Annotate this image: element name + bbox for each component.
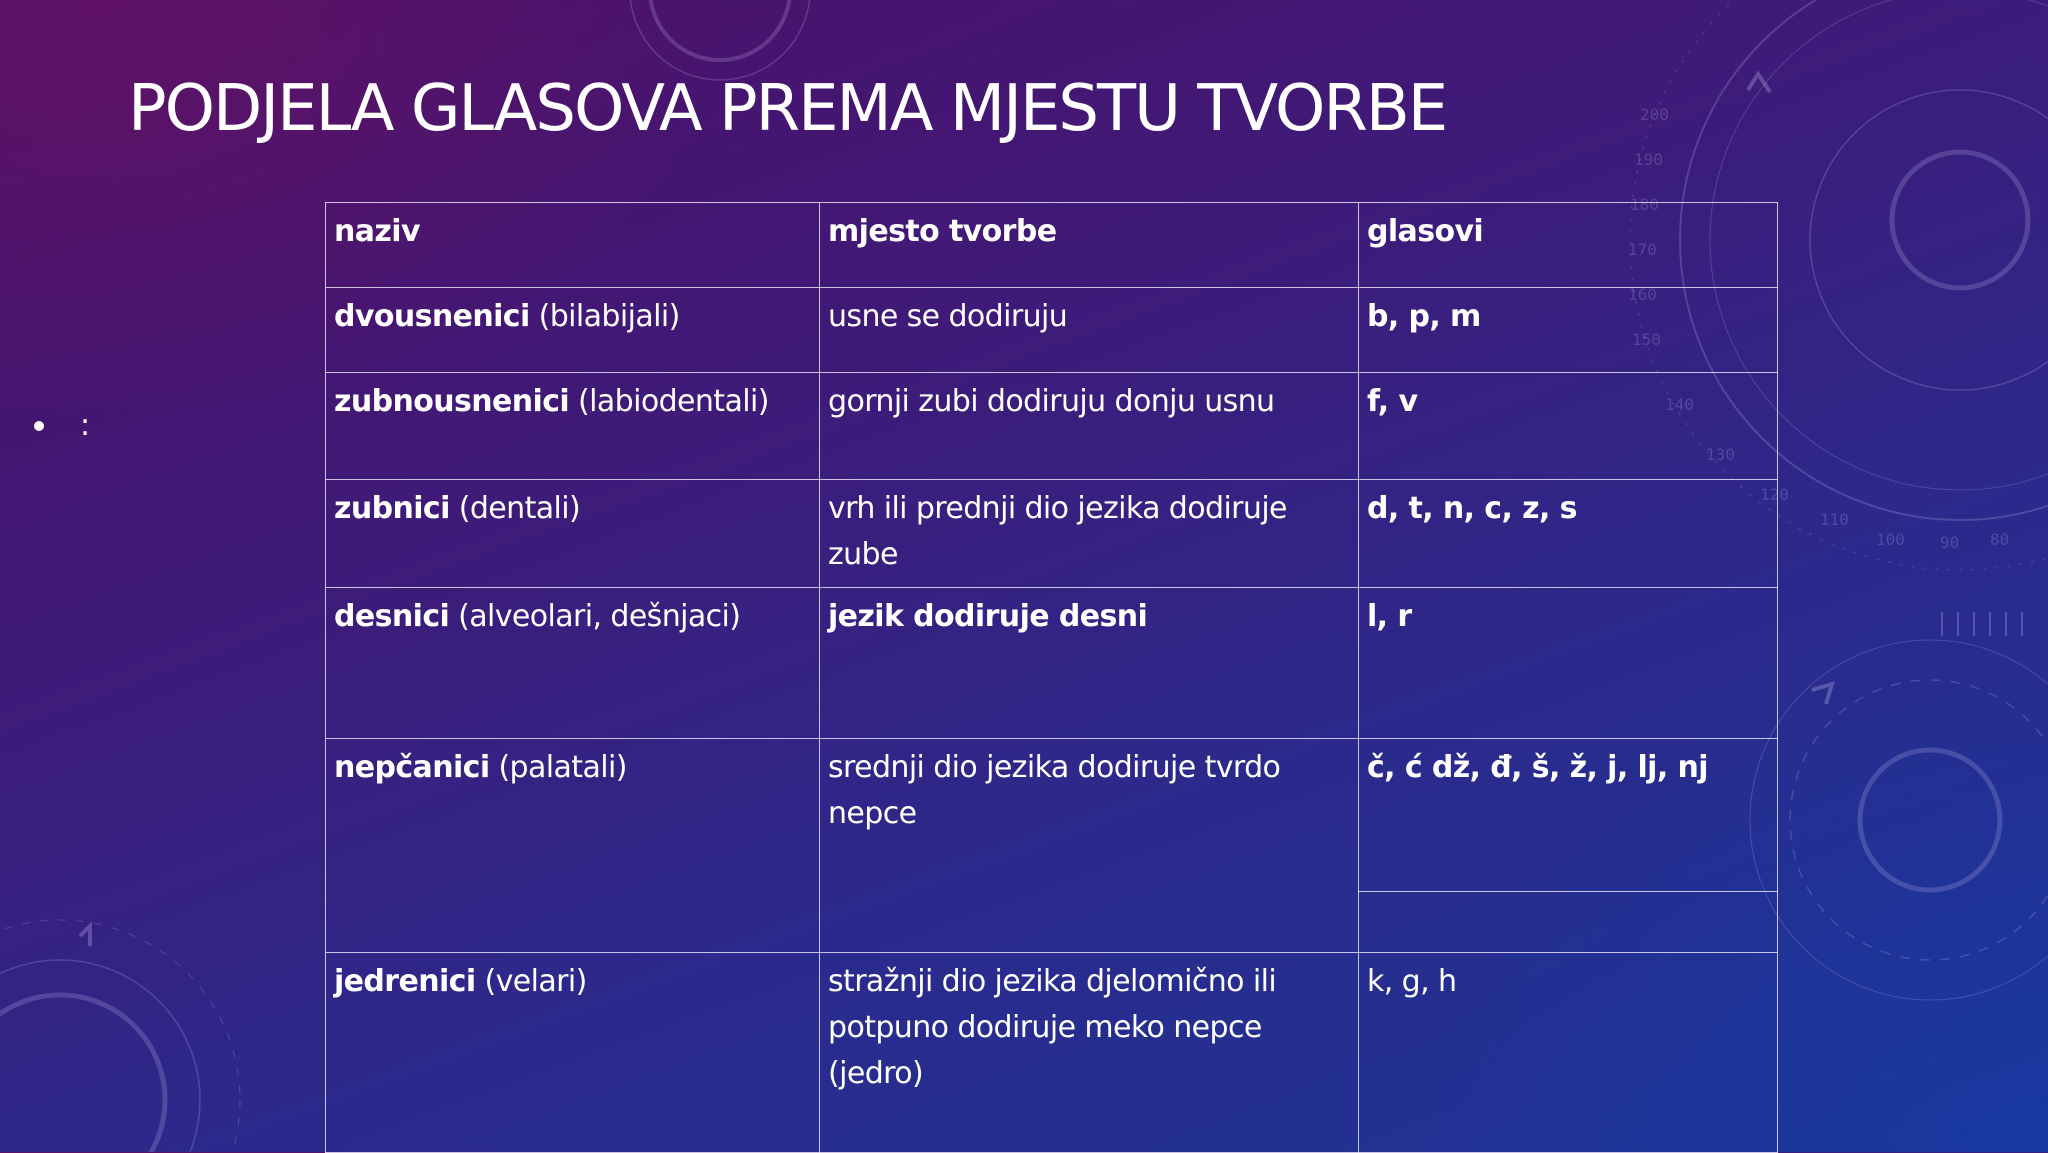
bullet-text: : [80, 408, 91, 443]
name-cell [326, 588, 820, 739]
place-text: gornji zubi dodiruju donju usnu [828, 384, 1275, 419]
name-bold: nepčanici [334, 750, 490, 785]
name-rest: (dentali) [449, 491, 581, 526]
dial-number: 80 [1990, 530, 2010, 549]
dial-number: 140 [1665, 395, 1694, 414]
name-bold: desnici [334, 599, 450, 634]
sounds-text: č, ć dž, đ, š, ž, j, lj, nj [1367, 750, 1708, 785]
header-cell [1359, 203, 1778, 288]
sounds-cell [1359, 739, 1778, 892]
table-row [326, 288, 1778, 373]
header-cell [326, 203, 820, 288]
name-rest: (velari) [475, 964, 587, 999]
place-text: stražnji dio jezika djelomično ili potpuno dodiruje meko nepce (jedro) [828, 964, 1277, 1091]
name-bold: zubnici [334, 491, 450, 526]
sounds-cell [1359, 480, 1778, 588]
dial-number: 90 [1940, 533, 1960, 552]
table-row [326, 953, 1778, 1153]
dial-number: 130 [1706, 445, 1735, 464]
name-bold: jedrenici [334, 964, 476, 999]
sounds-text: l, r [1367, 599, 1412, 634]
dial-number: 160 [1628, 285, 1657, 304]
sounds-text: k, g, h [1367, 964, 1457, 999]
sounds-text: b, p, m [1367, 299, 1481, 334]
place-text: jezik dodiruje desni [828, 599, 1148, 634]
place-cell [820, 373, 1359, 480]
slide-title: PODJELA GLASOVA PREMA MJESTU TVORBE [128, 72, 1447, 146]
dial-number: 170 [1628, 240, 1657, 259]
place-cell [820, 480, 1359, 588]
sound-classification-table [325, 202, 1778, 1153]
table-row [326, 480, 1778, 588]
place-cell [820, 953, 1359, 1153]
table-row [326, 373, 1778, 480]
header-label: naziv [334, 214, 420, 249]
bullet-dot-icon [34, 421, 44, 431]
table-header-row [326, 203, 1778, 288]
place-cell [820, 288, 1359, 373]
table-row [326, 739, 1778, 892]
dial-number: 190 [1634, 150, 1663, 169]
sounds-cell [1359, 373, 1778, 480]
sounds-text: f, v [1367, 384, 1418, 419]
sounds-cell [1359, 588, 1778, 739]
place-cell [820, 739, 1359, 953]
name-bold: dvousnenici [334, 299, 530, 334]
header-label: glasovi [1367, 214, 1484, 249]
sounds-cell [1359, 288, 1778, 373]
name-rest: (labiodentali) [569, 384, 769, 419]
dial-number: 180 [1630, 195, 1659, 214]
name-cell [326, 480, 820, 588]
dial-number: 100 [1876, 530, 1905, 549]
dial-number: 120 [1760, 485, 1789, 504]
place-text: usne se dodiruju [828, 299, 1068, 334]
sounds-text: d, t, n, c, z, s [1367, 491, 1577, 526]
name-rest: (alveolari, dešnjaci) [449, 599, 741, 634]
name-rest: (bilabijali) [529, 299, 680, 334]
table-row [326, 588, 1778, 739]
name-bold: zubnousnenici [334, 384, 570, 419]
place-text: vrh ili prednji dio jezika dodiruje zube [828, 491, 1287, 572]
empty-sounds-cell [1359, 892, 1778, 953]
place-cell [820, 588, 1359, 739]
name-cell [326, 739, 820, 953]
dial-number: 110 [1820, 510, 1849, 529]
name-cell [326, 288, 820, 373]
header-label: mjesto tvorbe [828, 214, 1057, 249]
dial-number: 150 [1632, 330, 1661, 349]
name-cell [326, 953, 820, 1153]
place-text: srednji dio jezika dodiruje tvrdo nepce [828, 750, 1281, 831]
dial-number: 200 [1640, 105, 1669, 124]
sounds-cell [1359, 953, 1778, 1153]
name-rest: (palatali) [489, 750, 627, 785]
bullet-item [34, 408, 90, 443]
header-cell [820, 203, 1359, 288]
name-cell [326, 373, 820, 480]
